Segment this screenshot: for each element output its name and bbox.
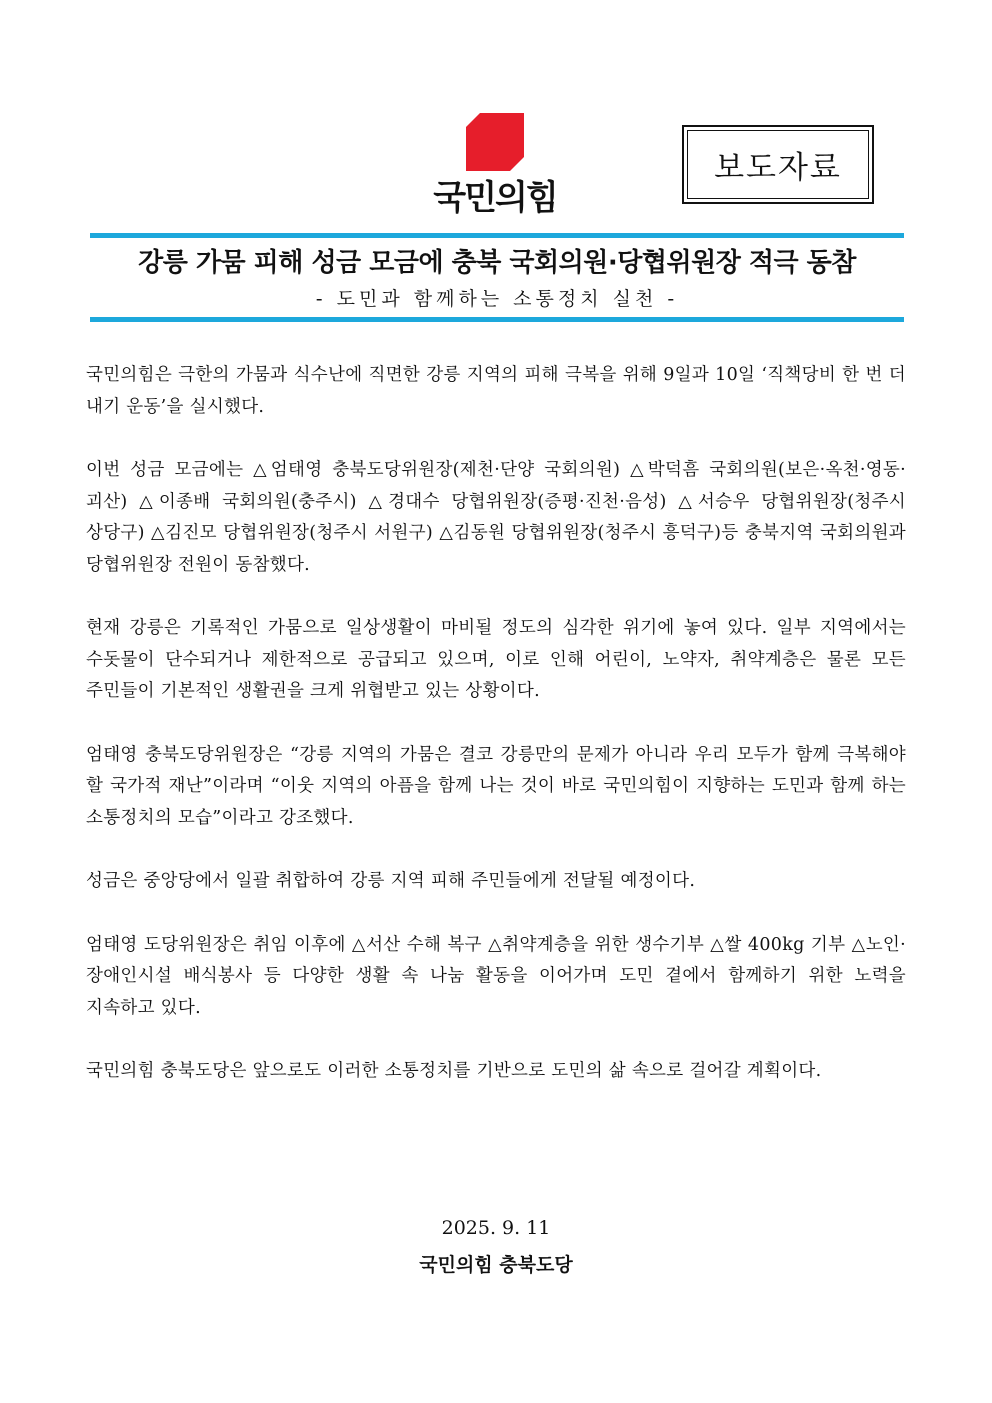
article-body: [86, 360, 906, 1120]
paragraph-2: 이번 성금 모금에는 △엄태영 충북도당위원장(제천·단양 국회의원) △박덕흠 국회의원(보은·옥천·영동·괴산) △이종배 국회의원(충주시) △경대수 당협위원장(증평·진천·음성) △서승우 당협위원장(청주시 상당구) △김진모 당협위원장(청주시 서원구) △김동원 당협위원장(청주시 흥덕구)등 충북지역 국회의원과 당협위원장 전원이 동참했다.: [86, 460, 906, 575]
issuing-organization: 국민의힘 충북도당: [419, 1254, 573, 1276]
paragraph-1: 국민의힘은 극한의 가뭄과 식수난에 직면한 강릉 지역의 피해 극복을 위해 9일과 10일 ‘직책당비 한 번 더 내기 운동’을 실시했다.: [86, 365, 906, 417]
headline: 강릉 가뭄 피해 성금 모금에 충북 국회의원·당협위원장 적극 동참: [138, 248, 856, 278]
title-rule-bottom: [90, 317, 904, 322]
party-logo-text: 국민의힘: [433, 178, 557, 218]
release-date: 2025. 9. 11: [441, 1217, 551, 1239]
paragraph-3: 현재 강릉은 기록적인 가뭄으로 일상생활이 마비될 정도의 심각한 위기에 놓여 있다. 일부 지역에서는 수돗물이 단수되거나 제한적으로 공급되고 있으며, 이로 인해 어린이, 노약자, 취약계층은 물론 모든 주민들이 기본적인 생활권을 크게 위협받고 있는 상황이다.: [86, 618, 906, 701]
paragraph-6: 엄태영 도당위원장은 취임 이후에 △서산 수해 복구 △취약계층을 위한 생수기부 △쌀 400kg 기부 △노인·장애인시설 배식봉사 등 다양한 생활 속 나눔 활동을 이어가며 도민 곁에서 함께하기 위한 노력을 지속하고 있다.: [86, 934, 906, 1018]
paragraph-5: 성금은 중앙당에서 일괄 취합하여 강릉 지역 피해 주민들에게 전달될 예정이다.: [86, 871, 696, 891]
press-release-label: 보도자료: [687, 130, 869, 199]
paragraph-4: 엄태영 충북도당위원장은 “강릉 지역의 가뭄은 결코 강릉만의 문제가 아니라 우리 모두가 함께 극복해야 할 국가적 재난”이라며 “이웃 지역의 아픔을 함께 나는 것이 바로 국민의힘이 지향하는 도민과 함께 하는 소통정치의 모습”이라고 강조했다.: [86, 744, 906, 828]
party-logo-icon: [466, 113, 524, 171]
title-rule-top: [90, 233, 904, 238]
press-release-badge: [682, 125, 874, 204]
paragraph-7: 국민의힘 충북도당은 앞으로도 이러한 소통정치를 기반으로 도민의 삶 속으로 걸어갈 계획이다.: [86, 1061, 822, 1081]
subheadline: - 도민과 함께하는 소통정치 실천 -: [315, 288, 679, 310]
